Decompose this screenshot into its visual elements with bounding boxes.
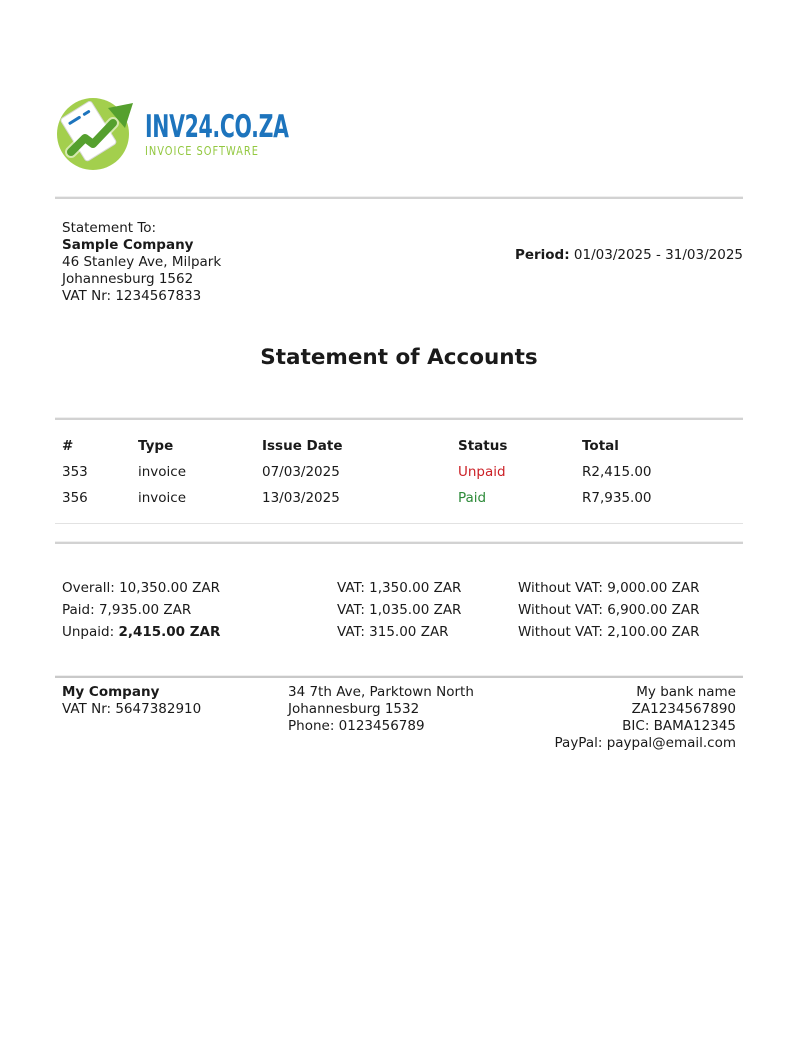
footer-company-block <box>55 684 281 752</box>
logo-text <box>145 108 363 159</box>
statement-to-label: Statement To: <box>62 220 157 236</box>
table-row <box>55 464 743 481</box>
summary-section <box>55 577 743 643</box>
info-row <box>55 220 743 305</box>
table-row <box>55 490 743 507</box>
summary-value: 10,350.00 ZAR <box>119 580 220 596</box>
footer <box>55 684 743 752</box>
header-total: Total <box>582 438 619 454</box>
divider-under-logo <box>55 197 743 199</box>
inv24-logo-icon <box>55 94 139 172</box>
header-number: # <box>62 438 74 454</box>
summary-label: Overall: <box>62 580 120 596</box>
header-type: Type <box>138 438 174 454</box>
header-issue-date: Issue Date <box>262 438 343 454</box>
footer-company-name: My Company <box>62 684 160 700</box>
invoice-table <box>55 438 743 507</box>
footer-bank-name: My bank name <box>636 684 736 700</box>
table-header-row <box>55 438 743 455</box>
page-title: Statement of Accounts <box>260 345 538 370</box>
footer-bank-bic: BIC: BAMA12345 <box>622 718 736 734</box>
summary-label: Unpaid: <box>62 624 119 640</box>
footer-address-block <box>281 684 548 752</box>
cell-total: R2,415.00 <box>582 464 652 480</box>
footer-bank-block <box>548 684 743 752</box>
summary-label: Paid: <box>62 602 99 618</box>
summary-vat: VAT: 1,350.00 ZAR <box>337 580 462 596</box>
status-cell: Unpaid <box>458 464 506 480</box>
footer-address-line1: 34 7th Ave, Parktown North <box>288 684 474 700</box>
footer-paypal: PayPal: paypal@email.com <box>554 735 736 751</box>
cell-type: invoice <box>138 490 187 506</box>
period-label: Period: <box>514 247 570 263</box>
period <box>515 247 743 305</box>
footer-address-line2: Johannesburg 1532 <box>288 701 420 717</box>
statement-to-address-line2: Johannesburg 1562 <box>62 271 194 287</box>
footer-address-phone: Phone: 0123456789 <box>288 718 425 734</box>
summary-row <box>55 577 743 599</box>
summary-without-vat: Without VAT: 9,000.00 ZAR <box>518 580 700 596</box>
footer-bank-account: ZA1234567890 <box>631 701 736 717</box>
summary-paid <box>55 599 330 621</box>
cell-issue-date: 13/03/2025 <box>262 490 340 506</box>
cell-total: R7,935.00 <box>582 490 652 506</box>
summary-without-vat: Without VAT: 2,100.00 ZAR <box>518 624 700 640</box>
logo <box>55 94 743 172</box>
summary-row <box>55 621 743 643</box>
statement-to-address-line1: 46 Stanley Ave, Milpark <box>62 254 222 270</box>
statement-to-block <box>55 220 221 305</box>
divider-below-table-2 <box>55 542 743 544</box>
divider-above-footer <box>55 676 743 678</box>
statement-to-vat: VAT Nr: 1234567833 <box>62 288 202 304</box>
cell-number: 353 <box>62 464 88 480</box>
logo-tagline: INVOICE SOFTWARE <box>145 143 259 158</box>
summary-vat: VAT: 315.00 ZAR <box>337 624 449 640</box>
header-status: Status <box>458 438 508 454</box>
cell-type: invoice <box>138 464 187 480</box>
statement-to-company: Sample Company <box>62 237 194 253</box>
period-value: 01/03/2025 - 31/03/2025 <box>573 247 743 263</box>
summary-value-bold: 2,415.00 ZAR <box>118 624 221 640</box>
summary-unpaid <box>55 621 330 643</box>
status-cell: Paid <box>458 490 487 506</box>
summary-without-vat: Without VAT: 6,900.00 ZAR <box>518 602 700 618</box>
divider-below-table-1 <box>55 523 743 524</box>
summary-overall <box>55 577 330 599</box>
summary-vat: VAT: 1,035.00 ZAR <box>337 602 462 618</box>
cell-number: 356 <box>62 490 88 506</box>
summary-value: 7,935.00 ZAR <box>98 602 192 618</box>
cell-issue-date: 07/03/2025 <box>262 464 340 480</box>
summary-row <box>55 599 743 621</box>
footer-company-vat: VAT Nr: 5647382910 <box>62 701 202 717</box>
logo-name: INV24.CO.ZA <box>145 108 289 145</box>
divider-above-table <box>55 418 743 420</box>
